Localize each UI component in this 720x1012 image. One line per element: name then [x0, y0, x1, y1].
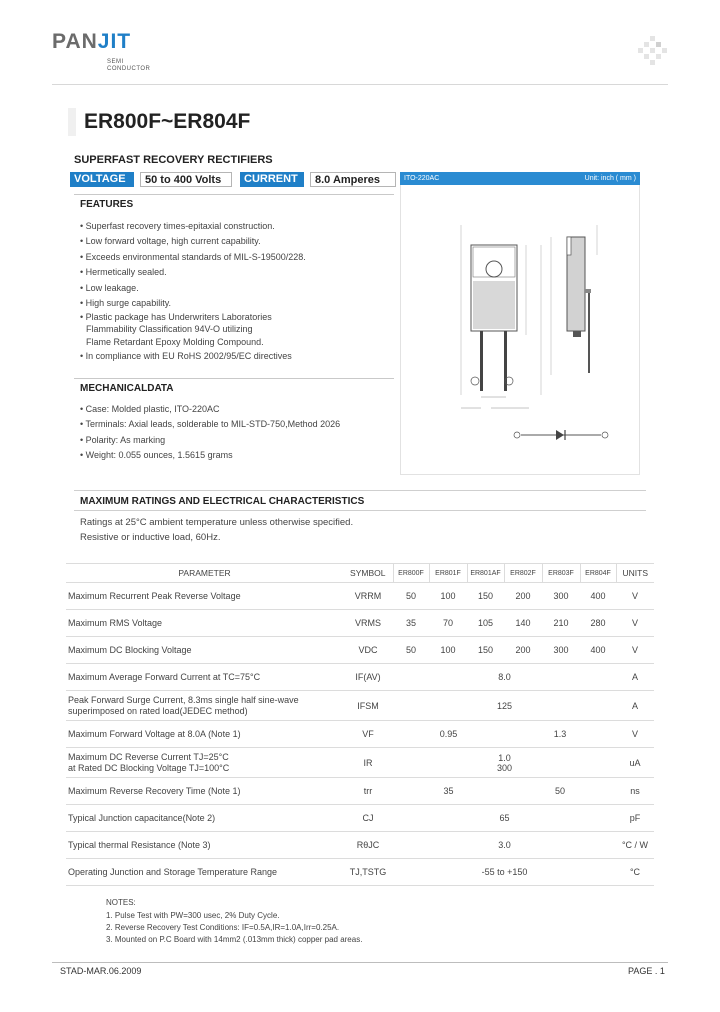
header-er803f: ER803F [542, 564, 580, 583]
note-item: 3. Mounted on P.C Board with 14mm2 (.013mm thick) copper pad areas. [106, 935, 363, 944]
value-cell: 35 [393, 778, 504, 805]
table-row [66, 748, 654, 778]
features-divider [74, 194, 394, 195]
list-item: • In compliance with EU RoHS 2002/95/EC directives [80, 351, 292, 362]
note-item: 2. Reverse Recovery Test Conditions: IF=0.5A,IR=1.0A,Irr=0.25A. [106, 923, 340, 932]
page-title: ER800F~ER804F [84, 110, 251, 133]
symbol-cell: VF [343, 721, 393, 748]
list-item: • Weight: 0.055 ounces, 1.5615 grams [80, 450, 233, 461]
footer-divider [52, 962, 668, 963]
param-cell [66, 748, 343, 778]
mechanical-list [80, 402, 340, 464]
ratings-table [66, 563, 654, 886]
value-cell: 50 [504, 778, 616, 805]
param-cell: Typical Junction capacitance(Note 2) [66, 805, 343, 832]
value-cell: 1.3 [504, 721, 616, 748]
value-cell: 300 [542, 583, 580, 610]
table-row [66, 805, 654, 832]
header-er801f: ER801F [429, 564, 467, 583]
value-cell: -55 to +150 [393, 859, 616, 886]
list-item: Flame Retardant Epoxy Molding Compound. [86, 337, 264, 348]
unit-cell: V [616, 610, 654, 637]
list-item: • Terminals: Axial leads, solderable to MIL-STD-750,Method 2026 [80, 419, 341, 430]
value-line: 300 [496, 762, 513, 773]
note-item: 1. Pulse Test with PW=300 usec, 2% Duty Cycle. [106, 911, 280, 920]
symbol-cell: VDC [343, 637, 393, 664]
value-cell: 100 [429, 583, 467, 610]
value-cell: 3.0 [393, 832, 616, 859]
list-item: • Exceeds environmental standards of MIL-S-19500/228. [80, 251, 306, 262]
list-item: • High surge capability. [80, 298, 172, 309]
value-cell: 50 [393, 583, 429, 610]
notes-section [106, 896, 362, 946]
table-row [66, 691, 654, 721]
current-label: CURRENT [240, 172, 304, 187]
value-cell: 65 [393, 805, 616, 832]
value-cell: 280 [580, 610, 616, 637]
header-parameter: PARAMETER [66, 564, 343, 583]
unit-cell: ns [616, 778, 654, 805]
symbol-cell: TJ,TSTG [343, 859, 393, 886]
symbol-cell: IR [343, 748, 393, 778]
ratings-note-2: Resistive or inductive load, 60Hz. [80, 532, 221, 543]
param-cell: Maximum Reverse Recovery Time (Note 1) [66, 778, 343, 805]
param-cell: Maximum Forward Voltage at 8.0A (Note 1) [66, 721, 343, 748]
header-er802f: ER802F [504, 564, 542, 583]
ratings-note-1: Ratings at 25°C ambient temperature unless otherwise specified. [80, 517, 354, 528]
list-item: • Low forward voltage, high current capability. [80, 236, 261, 247]
table-row [66, 778, 654, 805]
list-item: • Plastic package has Underwriters Laboratories [80, 312, 272, 323]
current-value: 8.0 Amperes [310, 172, 396, 187]
unit-cell: A [616, 691, 654, 721]
package-header [400, 172, 640, 185]
package-unit: Unit: inch ( mm ) [584, 175, 636, 182]
value-cell: 150 [467, 637, 504, 664]
value-cell: 400 [580, 583, 616, 610]
title-accent [68, 108, 76, 136]
symbol-cell: trr [343, 778, 393, 805]
ratings-heading: MAXIMUM RATINGS AND ELECTRICAL CHARACTERISTICS [80, 496, 365, 507]
list-item: • Low leakage. [80, 282, 139, 293]
voltage-value: 50 to 400 Volts [140, 172, 232, 187]
symbol-cell: RθJC [343, 832, 393, 859]
list-item: • Hermetically sealed. [80, 267, 167, 278]
symbol-cell: IF(AV) [343, 664, 393, 691]
table-row [66, 721, 654, 748]
table-row [66, 832, 654, 859]
param-cell: Maximum Recurrent Peak Reverse Voltage [66, 583, 343, 610]
features-list [80, 219, 306, 365]
value-cell: 140 [504, 610, 542, 637]
notes-title: NOTES: [106, 898, 136, 907]
mechanical-divider [74, 378, 394, 379]
unit-cell: V [616, 721, 654, 748]
voltage-label: VOLTAGE [70, 172, 134, 187]
param-cell: Maximum Average Forward Current at TC=75°C [66, 664, 343, 691]
unit-cell: pF [616, 805, 654, 832]
param-cell: Maximum RMS Voltage [66, 610, 343, 637]
value-cell: 50 [393, 637, 429, 664]
param-cell: Typical thermal Resistance (Note 3) [66, 832, 343, 859]
list-item: • Superfast recovery times-epitaxial construction. [80, 221, 275, 231]
header-units: UNITS [616, 564, 654, 583]
param-line: superimposed on rated load(JEDEC method) [68, 705, 248, 716]
list-item: Flammability Classification 94V-O utilizing [86, 324, 253, 335]
unit-cell: °C / W [616, 832, 654, 859]
unit-cell: A [616, 664, 654, 691]
table-row [66, 637, 654, 664]
symbol-cell: IFSM [343, 691, 393, 721]
list-item: • Polarity: As marking [80, 434, 166, 445]
value-cell: 70 [429, 610, 467, 637]
value-cell: 8.0 [393, 664, 616, 691]
logo-subtitle: SEMI CONDUCTOR [107, 59, 151, 72]
table-header-row [66, 564, 654, 583]
value-cell: 400 [580, 637, 616, 664]
header-er801af: ER801AF [467, 564, 504, 583]
unit-cell: uA [616, 748, 654, 778]
value-line: 1.0 [498, 752, 511, 763]
unit-cell: °C [616, 859, 654, 886]
value-cell: 200 [504, 583, 542, 610]
value-cell: 210 [542, 610, 580, 637]
symbol-cell: CJ [343, 805, 393, 832]
symbol-cell: VRRM [343, 583, 393, 610]
table-row [66, 583, 654, 610]
mechanical-heading: MECHANICALDATA [80, 383, 174, 394]
param-line: at Rated DC Blocking Voltage TJ=100°C [68, 762, 230, 773]
package-outline-icon [401, 185, 639, 473]
package-drawing-box [400, 185, 640, 475]
value-cell [393, 748, 616, 778]
param-cell: Operating Junction and Storage Temperature Range [66, 859, 343, 886]
decorative-dots-icon [638, 36, 668, 66]
company-logo: PANJIT [52, 30, 132, 53]
ratings-bottom-divider [74, 510, 646, 511]
table-row [66, 610, 654, 637]
value-cell: 100 [429, 637, 467, 664]
value-cell: 200 [504, 637, 542, 664]
param-cell: Maximum DC Blocking Voltage [66, 637, 343, 664]
value-cell: 150 [467, 583, 504, 610]
value-cell: 35 [393, 610, 429, 637]
header-er800f: ER800F [393, 564, 429, 583]
param-cell [66, 691, 343, 721]
header-er804f: ER804F [580, 564, 616, 583]
header-divider [52, 84, 668, 85]
symbol-cell: VRMS [343, 610, 393, 637]
ratings-top-divider [74, 490, 646, 491]
unit-cell: V [616, 583, 654, 610]
product-subtitle: SUPERFAST RECOVERY RECTIFIERS [74, 154, 273, 166]
value-cell: 125 [393, 691, 616, 721]
value-cell: 105 [467, 610, 504, 637]
features-heading: FEATURES [80, 199, 134, 210]
param-line: Maximum DC Reverse Current TJ=25°C [68, 751, 229, 762]
unit-cell: V [616, 637, 654, 664]
footer-date: STAD-MAR.06.2009 [60, 966, 142, 976]
value-cell: 300 [542, 637, 580, 664]
list-item: • Case: Molded plastic, ITO-220AC [80, 404, 220, 414]
header-symbol: SYMBOL [343, 564, 393, 583]
table-row [66, 859, 654, 886]
param-line: Peak Forward Surge Current, 8.3ms single half sine-wave [68, 694, 299, 705]
table-row [66, 664, 654, 691]
value-cell: 0.95 [393, 721, 504, 748]
footer-page: PAGE . 1 [628, 966, 665, 976]
package-name: ITO-220AC [404, 175, 440, 182]
